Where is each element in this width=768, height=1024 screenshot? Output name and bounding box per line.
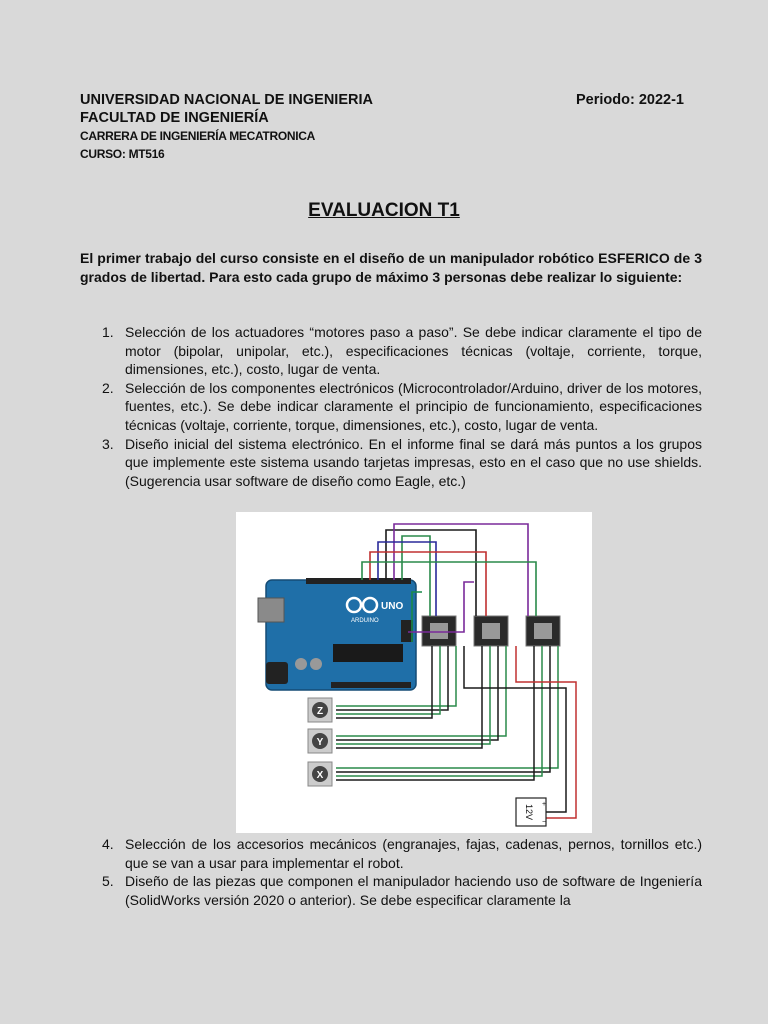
motor-label-x: X bbox=[316, 770, 324, 781]
period-label: Periodo: 2022-1 bbox=[576, 92, 684, 108]
item-text: Selección de los actuadores “motores paso a paso”. Se debe indicar claramente el tipo de motor (bipolar, unipolar, etc.), especificaciones técnicas (voltaje, corriente, torque, dimensiones, etc.), costo, lugar de venta. bbox=[125, 324, 702, 378]
stepper-motors bbox=[308, 698, 332, 786]
wiring-diagram bbox=[236, 512, 592, 833]
supply-plus: + bbox=[542, 801, 547, 808]
item-text: Diseño inicial del sistema electrónico. En el informe final se dará más puntos a los grupos que implemente este sistema usando tarjetas impresas, esto en el caso que no use shields. (Sugerencia usar software de diseño como Eagle, etc.) bbox=[125, 435, 702, 489]
list-item bbox=[80, 379, 702, 435]
intro-paragraph: El primer trabajo del curso consiste en el diseño de un manipulador robótico ESFERICO de 3 grados de libertad. Para esto cada grupo de máximo 3 personas debe realizar lo siguiente: bbox=[80, 250, 702, 285]
motor-label-y: Y bbox=[316, 737, 324, 748]
course-code: CURSO: MT516 bbox=[80, 147, 165, 161]
board-brand: ARDUINO bbox=[351, 618, 379, 624]
career-name: CARRERA DE INGENIERÍA MECATRONICA bbox=[80, 129, 315, 143]
item-number: 4. bbox=[102, 836, 114, 852]
document-header bbox=[80, 91, 684, 163]
item-number: 3. bbox=[102, 435, 114, 452]
list-item bbox=[80, 435, 702, 491]
arduino-board bbox=[258, 578, 416, 690]
task-list bbox=[80, 323, 702, 490]
board-logo: UNO bbox=[381, 601, 404, 612]
list-item bbox=[80, 323, 702, 379]
item-text: Selección de los accesorios mecánicos (engranajes, fajas, cadenas, pernos, tornillos etc.) que se van a usar para implementar el robot. bbox=[125, 836, 702, 871]
supply-label: 12V bbox=[524, 803, 534, 821]
wiring-diagram-svg bbox=[236, 512, 592, 833]
item-text: Diseño de las piezas que componen el manipulador haciendo uso de software de Ingeniería (SolidWorks versión 2020 o anterior). Se debe especificar claramente la bbox=[125, 873, 702, 908]
list-item bbox=[80, 835, 702, 872]
stepper-drivers bbox=[422, 616, 560, 646]
document-title: EVALUACION T1 bbox=[308, 200, 460, 221]
item-text: Selección de los componentes electrónicos (Microcontrolador/Arduino, driver de los motores, fuentes, etc.). Se debe indicar claramente el principio de funcionamiento, especificaciones técnicas (voltaje, corriente, torque, dimensiones, etc.), costo, lugar de venta. bbox=[125, 379, 702, 433]
item-number: 2. bbox=[102, 379, 114, 396]
faculty-name: FACULTAD DE INGENIERÍA bbox=[80, 110, 269, 126]
task-list-continued bbox=[80, 835, 702, 909]
item-number: 1. bbox=[102, 324, 114, 340]
list-item bbox=[80, 872, 702, 909]
supply-minus: − bbox=[542, 819, 547, 826]
item-number: 5. bbox=[102, 873, 114, 890]
university-name: UNIVERSIDAD NACIONAL DE INGENIERIA bbox=[80, 92, 373, 108]
power-supply bbox=[516, 798, 546, 826]
motor-label-z: Z bbox=[316, 706, 324, 717]
